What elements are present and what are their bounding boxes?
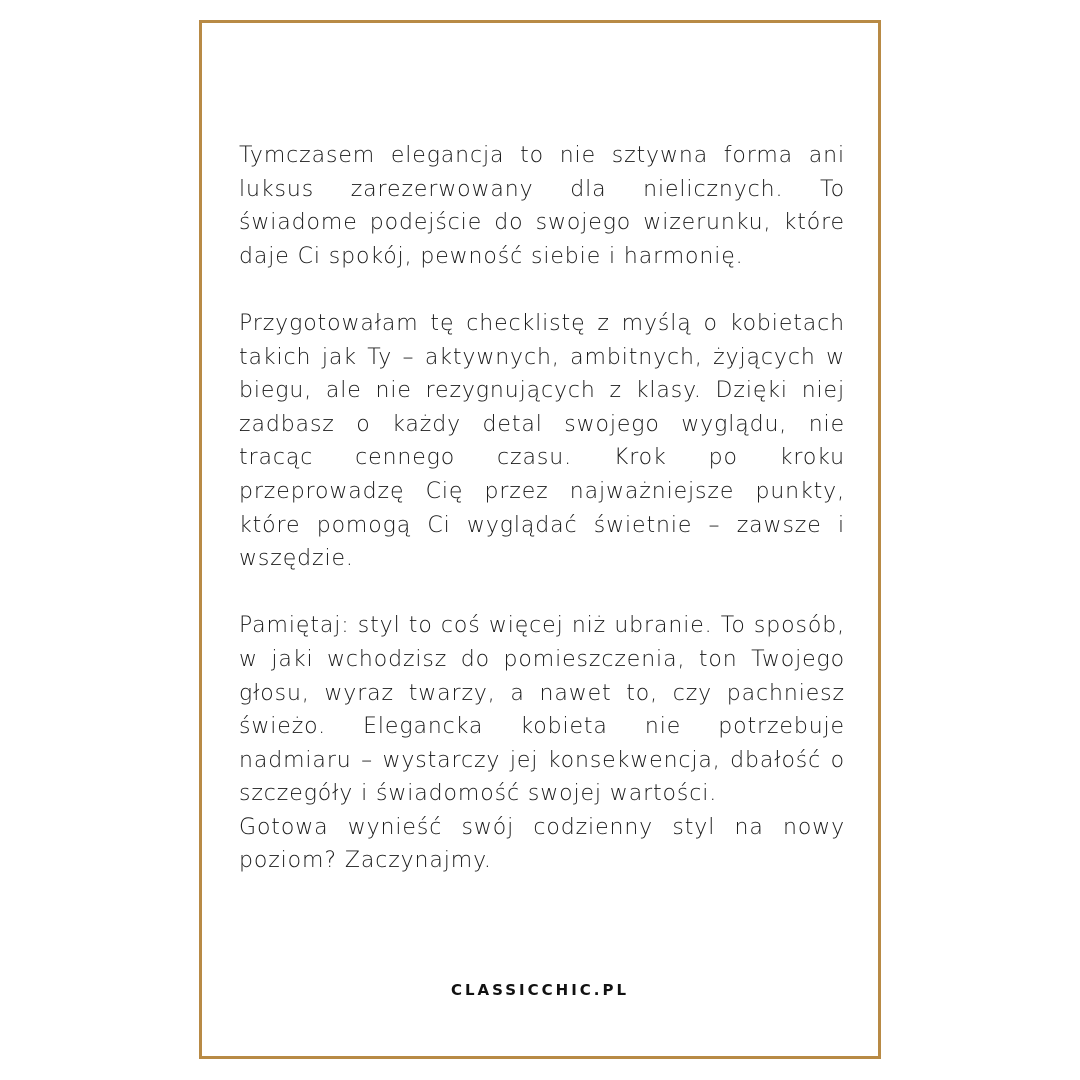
paragraph-checklist: Przygotowałam tę checklistę z myślą o kobietach takich jak Ty – aktywnych, ambitnych, żyjących w biegu, ale nie rezygnujących z klasy. Dzięki niej zadbasz o każdy detal swojego wyglądu, nie tracąc cennego czasu. Krok po kroku przeprowadzę Cię przez najważniejsze punkty, które pomogą Ci wyglądać świetnie – zawsze i wszędzie. [239, 310, 845, 572]
paragraph-intro: Tymczasem elegancja to nie sztywna forma ani luksus zarezerwowany dla nielicznych. To świadome podejście do swojego wizerunku, które daje Ci spokój, pewność siebie i harmonię. [239, 143, 845, 269]
paragraph-closing: Gotowa wynieść swój codzienny styl na nowy poziom? Zaczynajmy. [239, 814, 845, 874]
paragraph-spacer [239, 576, 845, 610]
site-url: CLASSICCHIC.PL [450, 981, 630, 999]
body-text [239, 139, 845, 878]
paragraph-spacer [239, 273, 845, 307]
page-frame [199, 20, 881, 1059]
paragraph-remember: Pamiętaj: styl to coś więcej niż ubranie. To sposób, w jaki wchodzisz do pomieszczenia, ton Twojego głosu, wyraz twarzy, a nawet to, czy pachniesz świeżo. Elegancka kobieta nie potrzebuje nadmiaru – wystarczy jej konsekwencja, dbałość o szczegóły i świadomość swojej wartości. [239, 613, 845, 807]
